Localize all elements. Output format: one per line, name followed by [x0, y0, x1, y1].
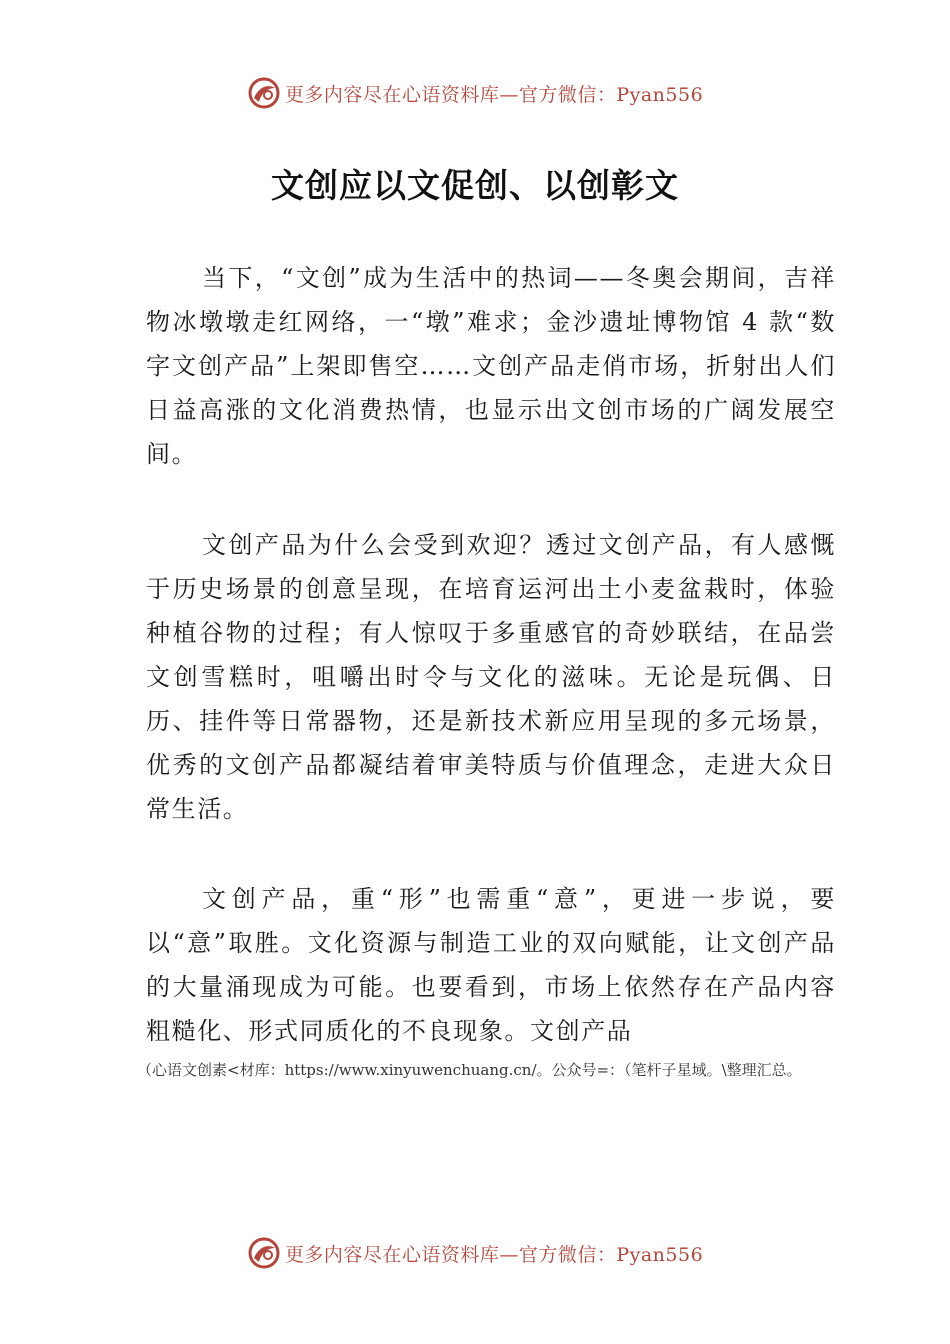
paragraph-1: 当下，“文创”成为生活中的热词——冬奥会期间，吉祥物冰墩墩走红网络，一“墩”难求；金沙遗址博物馆 4 款“数字文创产品”上架即售空……文创产品走俏市场，折射出人们日益高涨的文化消费热情，也显示出文创市场的广阔发展空间。 — [146, 264, 836, 468]
paragraph-2: 文创产品为什么会受到欢迎？透过文创产品，有人感慨于历史场景的创意呈现，在培育运河出土小麦盆栽时，体验种植谷物的过程；有人惊叹于多重感官的奇妙联结，在品尝文创雪糕时，咀嚼出时令与文化的滋味。无论是玩偶、日历、挂件等日常器物，还是新技术新应用呈现的多元场景，优秀的文创产品都凝结着审美特质与价值理念，走进大众日常生活。 — [146, 531, 836, 823]
header-banner — [0, 73, 950, 113]
footer-banner — [0, 1233, 950, 1273]
swirl-logo-icon — [247, 1236, 281, 1270]
article-title: 文创应以文促创、以创彰文 — [271, 166, 679, 205]
swirl-logo-icon — [247, 76, 281, 110]
source-footnote: （心语文创素<材库：https://www.xinyuwenchuang.cn/。公众号=：（笔杆子星域。\整理汇总。 — [137, 1061, 802, 1079]
footer-banner-text: 更多内容尽在心语资料库—官方微信：Pyan556 — [284, 1243, 704, 1266]
paragraph-3: 文创产品，重“形”也需重“意”，更进一步说，要以“意”取胜。文化资源与制造工业的双向赋能，让文创产品的大量涌现成为可能。也要看到，市场上依然存在产品内容粗糙化、形式同质化的不良现象。文创产品 — [146, 885, 836, 1045]
header-banner-text: 更多内容尽在心语资料库—官方微信：Pyan556 — [284, 83, 704, 106]
